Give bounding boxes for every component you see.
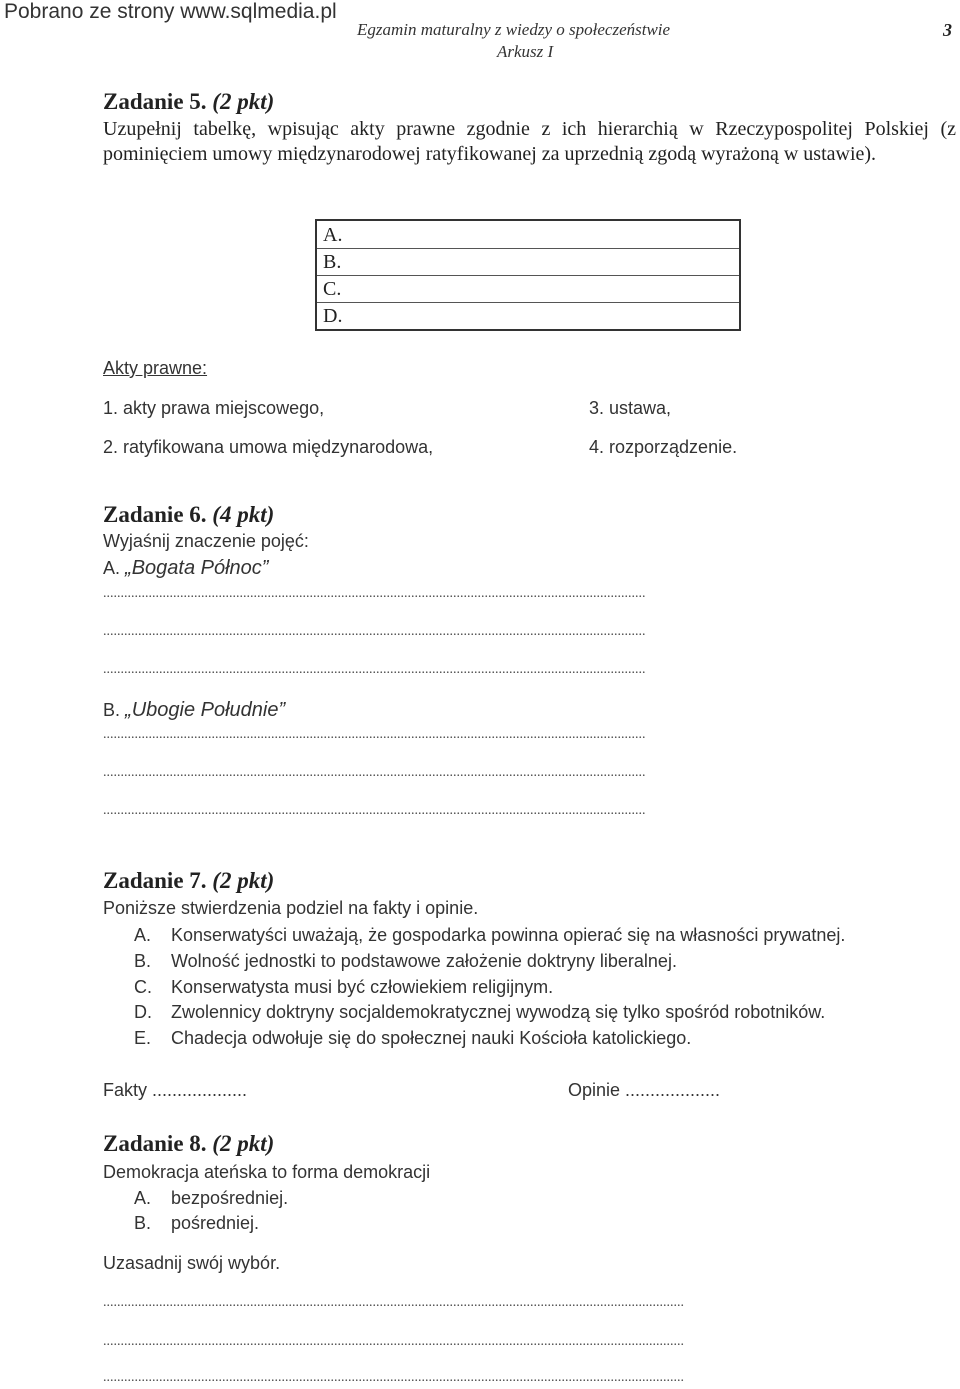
task8-label: Zadanie 8.	[103, 1131, 207, 1156]
answer-line-b3[interactable]: ...........................................................................................................................................................	[103, 803, 646, 818]
term-b-prefix: B.	[103, 700, 121, 720]
task5-instruction: Uzupełnij tabelkę, wpisując akty prawne zgodnie z ich hierarchią w Rzeczypospolitej Polskiej (z pominięciem umowy międzynarodowej ratyfikowanej za uprzednią zgodą wyrażoną w ustawie).	[103, 118, 956, 165]
hierarchy-row-c[interactable]	[317, 275, 739, 303]
hierarchy-table	[315, 219, 741, 331]
term-b	[103, 699, 285, 722]
answer-line-b1[interactable]: ...........................................................................................................................................................	[103, 727, 646, 742]
term-a-prefix: A.	[103, 558, 121, 578]
statement-a-text: Konserwatyści uważają, że gospodarka powinna opierać się na własności prywatnej.	[171, 925, 846, 945]
acts-label: Akty prawne:	[103, 358, 208, 378]
act-item-2: 2. ratyfikowana umowa międzynarodowa,	[103, 437, 434, 457]
option-a-letter: A.	[134, 1188, 152, 1208]
task8-title	[103, 1131, 274, 1157]
statement-e-letter: E.	[134, 1028, 152, 1048]
act-item-1: 1. akty prawa miejscowego,	[103, 398, 325, 418]
task5-title	[103, 89, 274, 115]
statement-e-text: Chadecja odwołuje się do społecznej nauki Kościoła katolickiego.	[171, 1028, 692, 1048]
statement-b-letter: B.	[134, 951, 152, 971]
task6-points: (4 pkt)	[212, 502, 275, 527]
statement-b-text: Wolność jednostki to podstawowe założenie doktryny liberalnej.	[171, 951, 677, 971]
answer-line-8b[interactable]: ......................................................................................................................................................................	[103, 1334, 684, 1349]
answer-line-8a[interactable]: ......................................................................................................................................................................	[103, 1295, 684, 1310]
hierarchy-row-d[interactable]	[317, 302, 739, 329]
option-b-text[interactable]: pośredniej.	[171, 1213, 260, 1233]
task5-points: (2 pkt)	[212, 89, 275, 114]
task6-instruction: Wyjaśnij znaczenie pojęć:	[103, 531, 309, 551]
task8-points: (2 pkt)	[212, 1131, 275, 1156]
statement-d-letter: D.	[134, 1002, 152, 1022]
hierarchy-row-label: A.	[323, 224, 343, 246]
header-subtitle: Arkusz I	[497, 42, 554, 61]
opinions-answer[interactable]: Opinie ...................	[568, 1080, 721, 1100]
task5-label: Zadanie 5.	[103, 89, 207, 114]
task6-title	[103, 502, 274, 528]
act-item-4: 4. rozporządzenie.	[589, 437, 738, 457]
facts-answer[interactable]: Fakty ...................	[103, 1080, 248, 1100]
task8-justify: Uzasadnij swój wybór.	[103, 1253, 281, 1273]
term-a	[103, 557, 268, 580]
hierarchy-row-label: C.	[323, 278, 342, 300]
statement-a-letter: A.	[134, 925, 152, 945]
answer-line-b2[interactable]: ...........................................................................................................................................................	[103, 765, 646, 780]
hierarchy-row-label: D.	[323, 305, 343, 327]
answer-line-8c[interactable]: ......................................................................................................................................................................	[103, 1370, 684, 1385]
statement-d-text: Zwolennicy doktryny socjaldemokratycznej wywodzą się tylko spośród robotników.	[171, 1002, 826, 1022]
task7-title	[103, 868, 274, 894]
task7-points: (2 pkt)	[212, 868, 275, 893]
hierarchy-row-label: B.	[323, 251, 342, 273]
statement-c-text: Konserwatysta musi być człowiekiem religijnym.	[171, 977, 554, 997]
task7-label: Zadanie 7.	[103, 868, 207, 893]
answer-line-a2[interactable]: ...........................................................................................................................................................	[103, 624, 646, 639]
option-a-text[interactable]: bezpośredniej.	[171, 1188, 289, 1208]
header-title: Egzamin maturalny z wiedzy o społeczeństwie	[357, 20, 671, 39]
page-number: 3	[943, 20, 952, 40]
watermark: Pobrano ze strony www.sqlmedia.pl	[4, 0, 337, 23]
act-item-3: 3. ustawa,	[589, 398, 672, 418]
hierarchy-row-b[interactable]	[317, 248, 739, 276]
term-a-text: „Bogata Północ”	[125, 557, 269, 579]
answer-line-a3[interactable]: ...........................................................................................................................................................	[103, 662, 646, 677]
option-b-letter: B.	[134, 1213, 152, 1233]
term-b-text: „Ubogie Południe”	[125, 699, 286, 721]
answer-line-a1[interactable]: ...........................................................................................................................................................	[103, 586, 646, 601]
statement-c-letter: C.	[134, 977, 152, 997]
task6-label: Zadanie 6.	[103, 502, 207, 527]
hierarchy-row-a[interactable]	[317, 221, 739, 249]
task7-instruction: Poniższe stwierdzenia podziel na fakty i opinie.	[103, 898, 479, 918]
task8-instruction: Demokracja ateńska to forma demokracji	[103, 1162, 431, 1182]
